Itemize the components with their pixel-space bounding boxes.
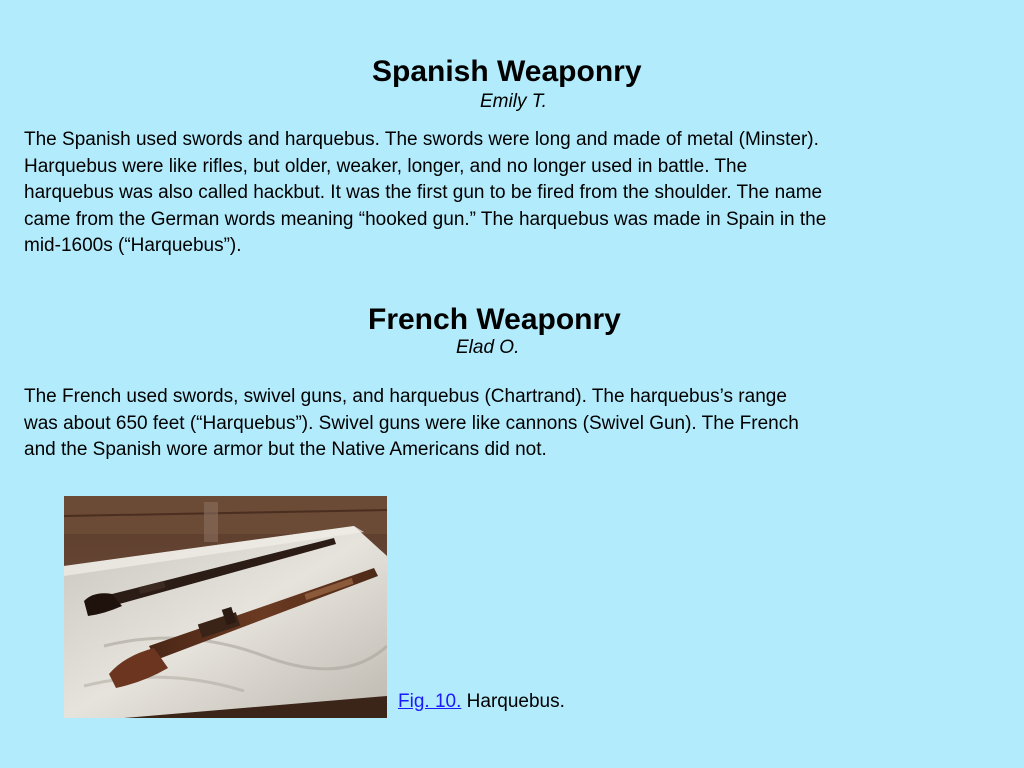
figure-caption-text: Harquebus. [461, 691, 565, 712]
paragraph-line: The French used swords, swivel guns, and harquebus (Chartrand). The harquebus’s range [24, 386, 787, 407]
paragraph-line: Harquebus were like rifles, but older, weaker, longer, and no longer used in battle. The [24, 155, 748, 177]
harquebus-photo [64, 496, 387, 718]
paragraph-line: harquebus was also called hackbut. It was the first gun to be fired from the shoulder. The name [24, 182, 823, 203]
paragraph-line: came from the German words meaning “hooked gun.” The harquebus was made in Spain in the [24, 208, 827, 230]
paragraph-line: The Spanish used swords and harquebus. The swords were long and made of metal (Minster). [24, 129, 819, 150]
spanish-title: Spanish Weaponry [372, 55, 642, 88]
paragraph-line: and the Spanish wore armor but the Native Americans did not. [24, 439, 547, 460]
french-author: Elad O. [456, 337, 520, 358]
figure-caption [398, 690, 565, 714]
paragraph-line: mid-1600s (“Harquebus”). [24, 235, 242, 256]
spanish-paragraph [24, 127, 1004, 260]
french-paragraph [24, 384, 1004, 464]
french-title: French Weaponry [368, 303, 621, 336]
spanish-author: Emily T. [480, 91, 547, 112]
paragraph-line: was about 650 feet (“Harquebus”). Swivel guns were like cannons (Swivel Gun). The French [24, 412, 799, 434]
figure-link[interactable]: Fig. 10. [398, 691, 462, 712]
